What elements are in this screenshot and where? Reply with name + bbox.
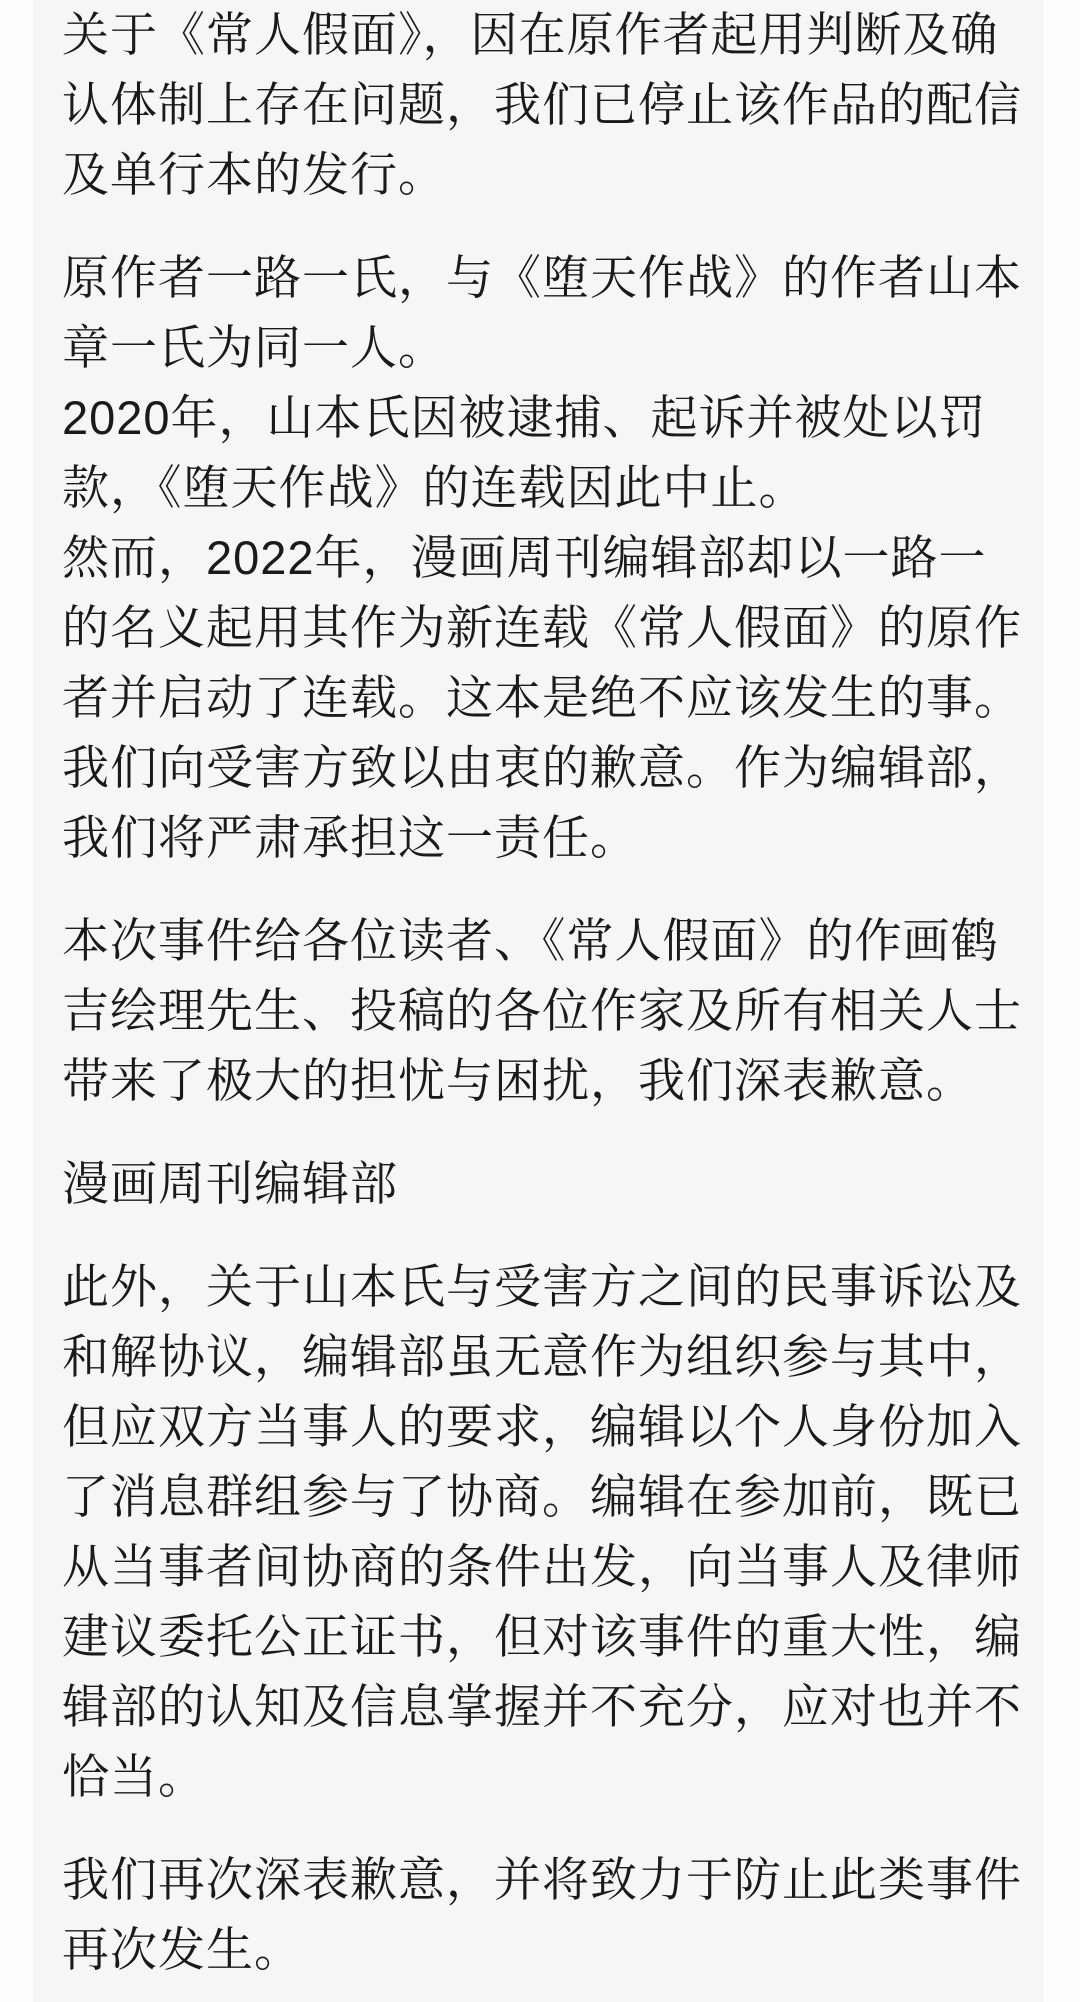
text-line: 者并启动了连载。这本是绝不应该发生的事。 <box>62 671 1022 724</box>
paragraph <box>62 1252 1021 1812</box>
paragraph <box>62 906 1021 1116</box>
paragraph <box>62 243 1021 873</box>
text-line: 带来了极大的担忧与困扰，我们深表歉意。 <box>62 1054 974 1107</box>
text-line: 我们再次深表歉意，并将致力于防止此类事件 <box>62 1853 1022 1906</box>
text-line: 2020年，山本氏因被逮捕、起诉并被处以罚 <box>62 391 987 444</box>
text-line: 的名义起用其作为新连载《常人假面》的原作 <box>62 601 1022 654</box>
text-line: 了消息群组参与了协商。编辑在参加前，既已 <box>62 1470 1022 1523</box>
statement-article <box>33 0 1043 2002</box>
text-line: 漫画周刊编辑部 <box>62 1157 398 1210</box>
text-line: 我们将严肃承担这一责任。 <box>62 811 638 864</box>
text-line: 原作者一路一氏，与《堕天作战》的作者山本 <box>62 251 1022 304</box>
text-line: 我们向受害方致以由衷的歉意。作为编辑部， <box>62 741 1022 794</box>
text-line: 恰当。 <box>62 1750 206 1803</box>
paragraph <box>62 0 1021 210</box>
text-line: 及单行本的发行。 <box>62 148 446 201</box>
text-line: 和解协议，编辑部虽无意作为组织参与其中， <box>62 1330 1022 1383</box>
text-line: 从当事者间协商的条件出发，向当事人及律师 <box>62 1540 1022 1593</box>
text-line: 建议委托公正证书，但对该事件的重大性，编 <box>62 1610 1022 1663</box>
text-line: 然而，2022年，漫画周刊编辑部却以一路一 <box>62 531 987 584</box>
paragraph <box>62 1845 1021 1985</box>
text-line: 此外，关于山本氏与受害方之间的民事诉讼及 <box>62 1260 1022 1313</box>
text-line: 辑部的认知及信息掌握并不充分，应对也并不 <box>62 1680 1022 1733</box>
text-line: 认体制上存在问题，我们已停止该作品的配信 <box>62 78 1022 131</box>
text-line: 章一氏为同一人。 <box>62 321 446 374</box>
text-line: 但应双方当事人的要求，编辑以个人身份加入 <box>62 1400 1022 1453</box>
text-line: 本次事件给各位读者、《常人假面》的作画鹤 <box>62 914 999 967</box>
text-line: 吉绘理先生、投稿的各位作家及所有相关人士 <box>62 984 1022 1037</box>
text-line: 再次发生。 <box>62 1923 302 1976</box>
text-line: 关于《常人假面》，因在原作者起用判断及确 <box>62 8 999 61</box>
paragraph <box>62 1149 1021 1219</box>
text-line: 款，《堕天作战》的连载因此中止。 <box>62 461 807 514</box>
